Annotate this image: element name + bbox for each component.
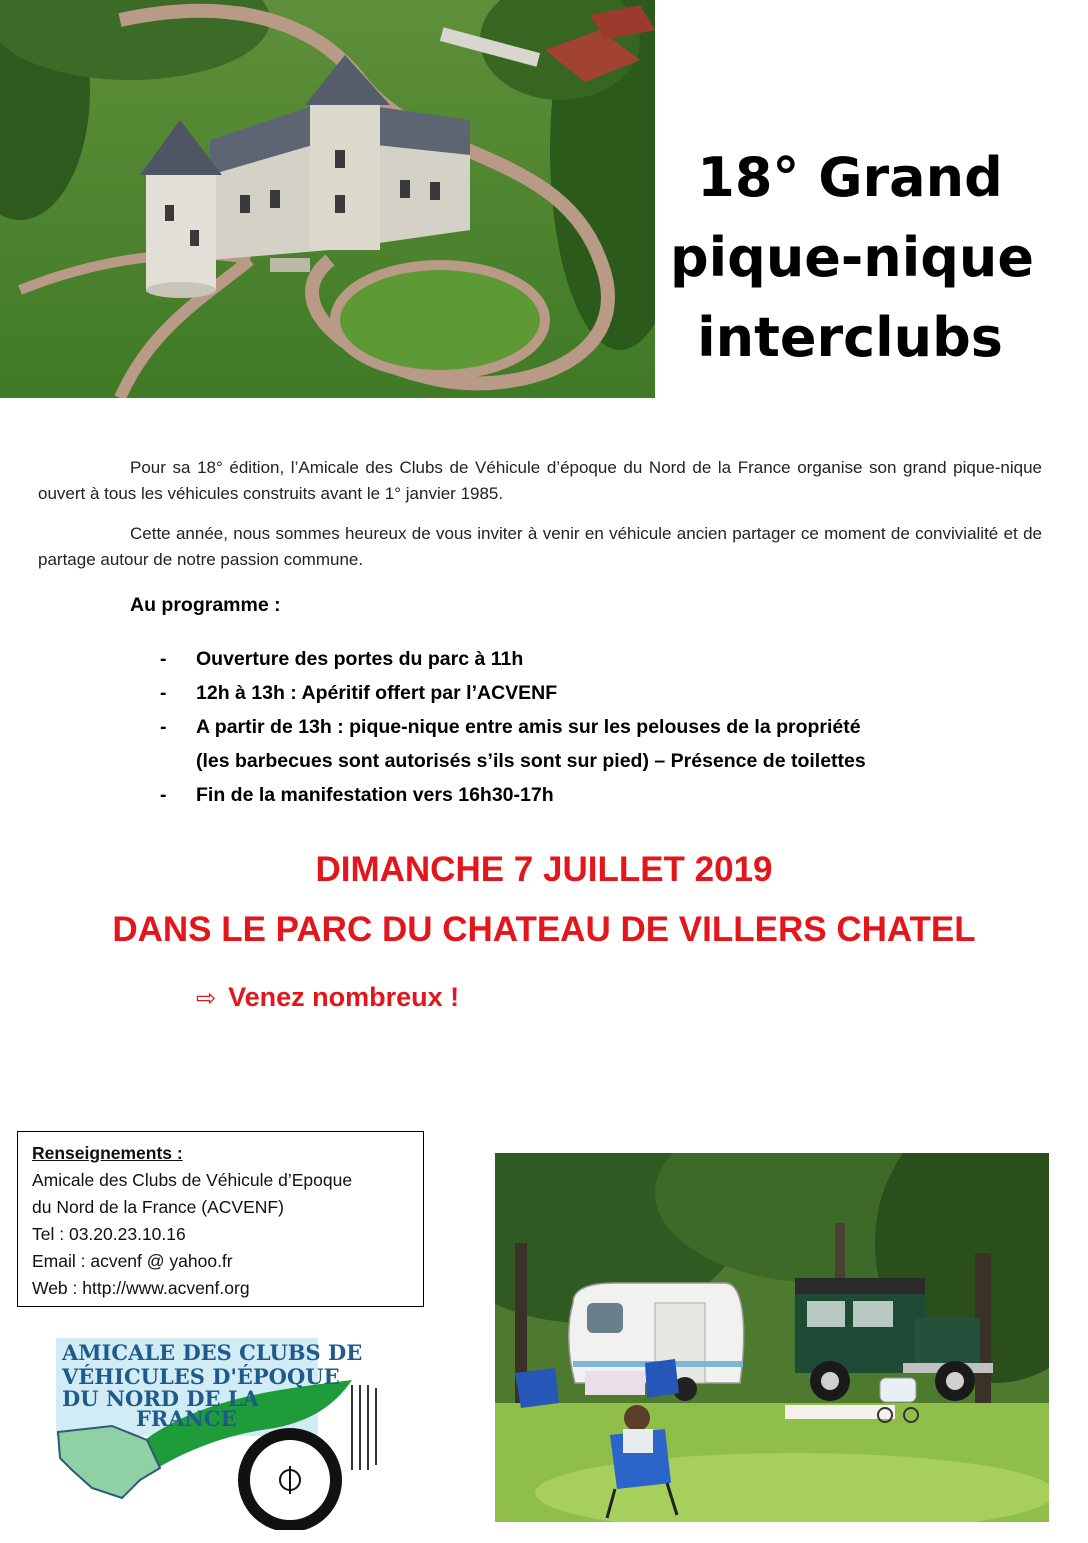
bullet-dash: - [160,682,167,704]
programme-item-text: Ouverture des portes du parc à 11h [196,648,524,670]
intro-paragraph-1: Pour sa 18° édition, l’Amicale des Clubs de Véhicule d’époque du Nord de la France organise son grand pique-nique ouvert à tous les véhicules construits avant le 1° janvier 1985. [38,458,1042,503]
arrow-right-icon: ⇨ [196,985,217,1012]
programme-item [160,778,866,812]
picnic-photo [495,1153,1049,1522]
contact-org-line-1: Amicale des Clubs de Véhicule d’Epoque [32,1170,353,1190]
event-place: DANS LE PARC DU CHATEAU DE VILLERS CHATEL [112,910,976,949]
acvenf-logo [52,1330,402,1530]
title-line-3: interclubs [697,306,1003,369]
logo-text-line-2: VÉHICULES D'ÉPOQUE [62,1364,340,1389]
contact-info-box [17,1131,424,1307]
contact-website: Web : http://www.acvenf.org [32,1278,250,1298]
contact-org-line-2: du Nord de la France (ACVENF) [32,1197,284,1217]
poster-title [670,138,1034,378]
logo-text-line-1: AMICALE DES CLUBS DE [62,1340,363,1365]
programme-heading: Au programme : [130,594,281,616]
contact-phone: Tel : 03.20.23.10.16 [32,1224,186,1244]
intro-paragraph-2: Cette année, nous sommes heureux de vous inviter à venir en véhicule ancien partager ce moment de convivialité et de partage autour de notre passion commune. [38,524,1042,569]
bullet-dash: - [160,716,167,738]
call-to-action [196,982,459,1013]
programme-list [160,642,866,812]
castle-photo [0,0,655,398]
programme-item-text-continued: (les barbecues sont autorisés s’ils sont sur pied) – Présence de toilettes [196,750,866,772]
contact-email: Email : acvenf @ yahoo.fr [32,1251,233,1271]
programme-item-text: A partir de 13h : pique-nique entre amis sur les pelouses de la propriété [196,716,861,738]
event-date: DIMANCHE 7 JUILLET 2019 [315,850,773,889]
bullet-dash: - [160,648,167,670]
logo-text-line-4: FRANCE [136,1406,237,1431]
programme-item-text: Fin de la manifestation vers 16h30-17h [196,784,554,806]
cta-text: Venez nombreux ! [228,982,460,1012]
programme-item-text: 12h à 13h : Apéritif offert par l’ACVENF [196,682,558,704]
logo-text-line-3: DU NORD DE LA [62,1386,259,1411]
programme-item [160,676,866,710]
title-line-2: pique-nique [670,226,1034,289]
bullet-dash: - [160,784,167,806]
contact-label: Renseignements : [32,1143,183,1163]
intro-text [38,455,1042,587]
title-line-1: 18° Grand [697,146,1003,209]
programme-item [160,710,866,778]
programme-item [160,642,866,676]
